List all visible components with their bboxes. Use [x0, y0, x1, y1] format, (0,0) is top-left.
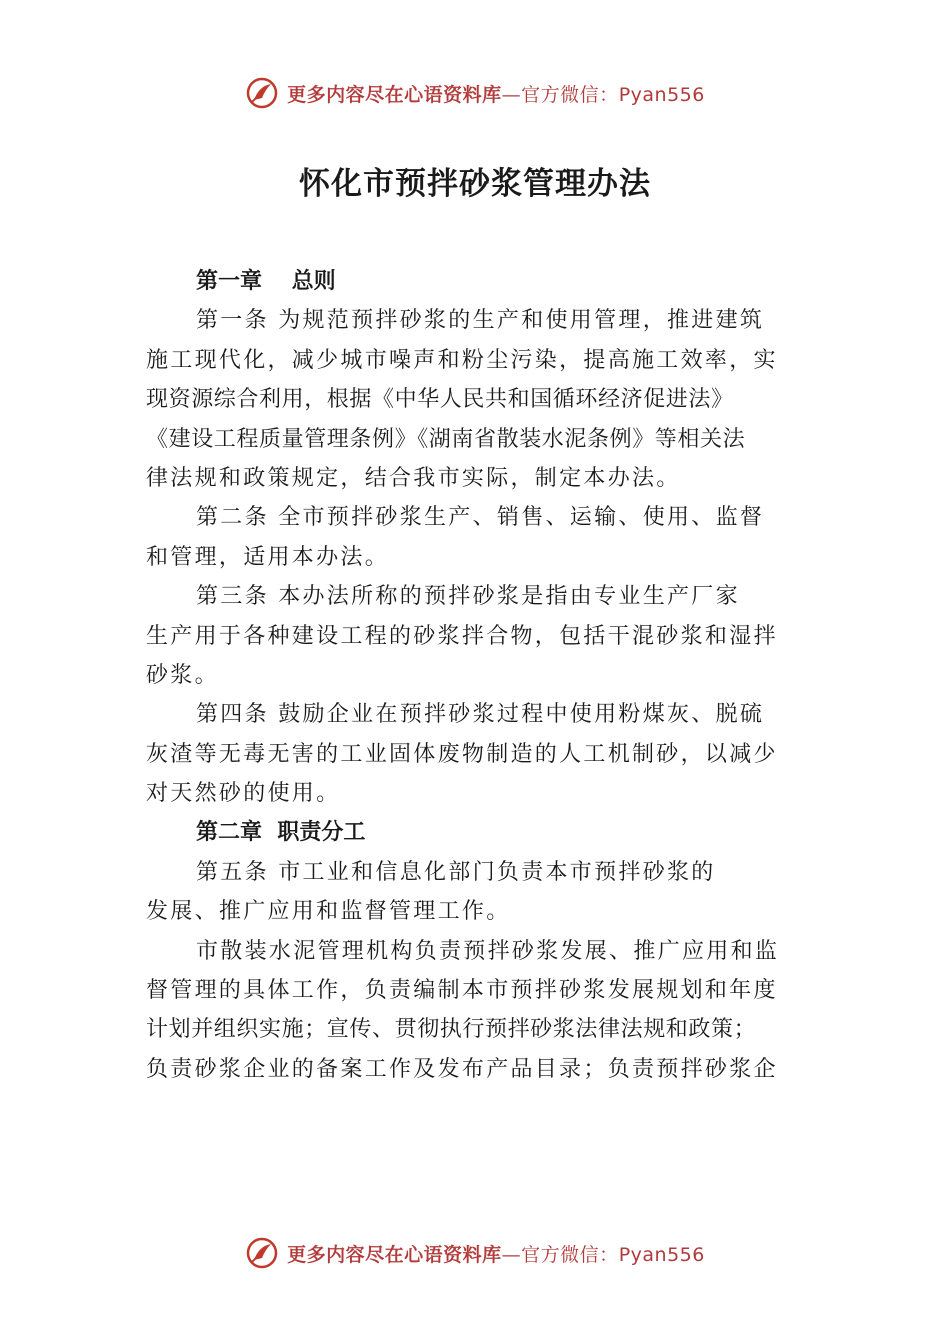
article-line: 第一条 为规范预拌砂浆的生产和使用管理，推进建筑: [196, 308, 765, 334]
article-line: 第二条 全市预拌砂浆生产、销售、运输、使用、监督: [196, 505, 765, 531]
article-line: 砂浆。: [146, 662, 219, 688]
brand-logo-icon: [245, 76, 279, 110]
article-line: 第三条 本办法所称的预拌砂浆是指由专业生产厂家: [196, 584, 740, 610]
article-line: 施工现代化，减少城市噪声和粉尘污染，提高施工效率，实: [146, 347, 778, 373]
footer-watermark: [0, 1231, 950, 1275]
header-watermark: [0, 71, 950, 115]
article-4: [146, 695, 816, 813]
chapter-heading-2: 第二章 职责分工: [196, 820, 366, 846]
article-1: [146, 301, 816, 498]
article-line: 生产用于各种建设工程的砂浆拌合物，包括干混砂浆和湿拌: [146, 623, 778, 649]
article-line: 和管理，适用本办法。: [146, 544, 390, 570]
document-title: 怀化市预拌砂浆管理办法: [299, 166, 651, 202]
watermark-site: 更多内容尽在心语资料库: [287, 1243, 502, 1266]
document-body: [146, 262, 816, 1089]
article-line: 《建设工程质量管理条例》《湖南省散装水泥条例》等相关法: [146, 426, 746, 452]
chapter-heading-1: 第一章 总则: [196, 269, 336, 294]
article-line: 计划并组织实施；宣传、贯彻执行预拌砂浆法律法规和政策；: [146, 1017, 757, 1043]
watermark-wechat-id: Pyan556: [618, 83, 705, 106]
article-line: 律法规和政策规定，结合我市实际，制定本办法。: [146, 465, 681, 491]
article-line: 负责砂浆企业的备案工作及发布产品目录；负责预拌砂浆企: [146, 1056, 778, 1082]
watermark-wechat-label: 官方微信：: [521, 1243, 619, 1266]
article-line: 第五条 市工业和信息化部门负责本市预拌砂浆的: [196, 859, 716, 885]
watermark-text: [287, 80, 705, 107]
article-line: 督管理的具体工作，负责编制本市预拌砂浆发展规划和年度: [146, 978, 778, 1004]
watermark-text: [287, 1240, 705, 1267]
article-5: [146, 853, 816, 932]
article-5-paragraph-2: [146, 932, 816, 1090]
article-3: [146, 577, 816, 695]
article-line: 发展、推广应用和监督管理工作。: [146, 899, 511, 925]
watermark-wechat-label: 官方微信：: [521, 83, 619, 106]
article-line: 第四条 鼓励企业在预拌砂浆过程中使用粉煤灰、脱硫: [196, 702, 765, 728]
article-2: [146, 498, 816, 577]
watermark-separator: —: [501, 83, 522, 106]
brand-logo-icon: [245, 1236, 279, 1270]
article-line: 灰渣等无毒无害的工业固体废物制造的人工机制砂，以减少: [146, 741, 778, 767]
article-line: 对天然砂的使用。: [146, 781, 341, 807]
watermark-separator: —: [501, 1243, 522, 1266]
article-line: 市散装水泥管理机构负责预拌砂浆发展、推广应用和监: [196, 938, 780, 964]
watermark-site: 更多内容尽在心语资料库: [287, 83, 502, 106]
article-line: 现资源综合利用，根据《中华人民共和国循环经济促进法》: [146, 387, 734, 413]
watermark-wechat-id: Pyan556: [618, 1243, 705, 1266]
